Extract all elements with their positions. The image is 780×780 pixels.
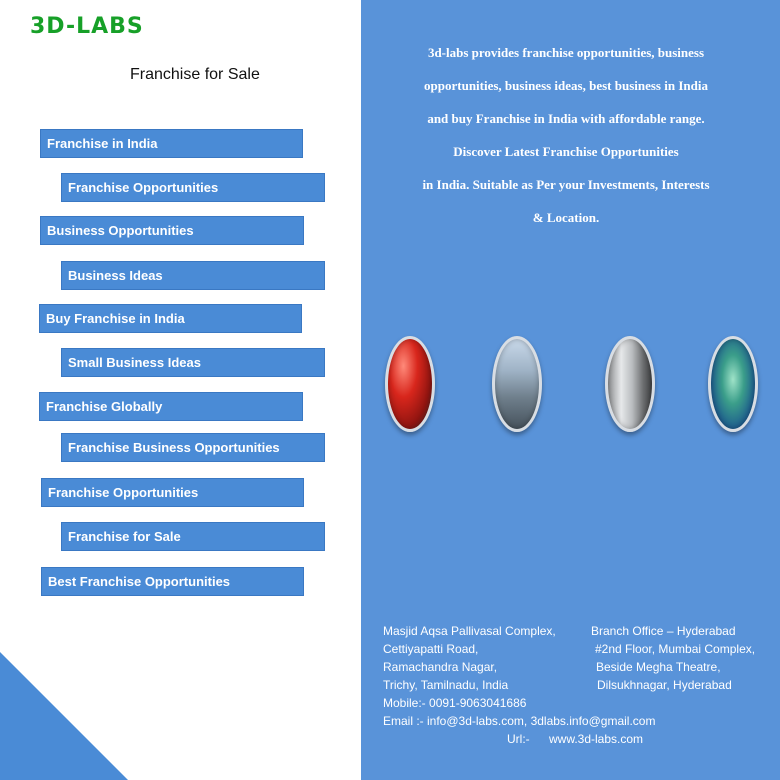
nav-item-franchise-in-india[interactable]: Franchise in India <box>40 129 303 158</box>
nav-item-business-opportunities[interactable]: Business Opportunities <box>40 216 304 245</box>
nav-item-franchise-for-sale[interactable]: Franchise for Sale <box>61 522 325 551</box>
branch-office-address: Branch Office – Hyderabad #2nd Floor, Mumbai Complex, Beside Megha Theatre, Dilsukhnagar, Hyderabad <box>591 624 756 692</box>
decorative-triangle <box>0 652 128 780</box>
nav-item-best-franchise-opportunities[interactable]: Best Franchise Opportunities <box>41 567 304 596</box>
green-machinery-image <box>708 336 758 432</box>
email-addresses[interactable]: Email :- info@3d-labs.com, 3dlabs.info@gmail.com <box>383 714 656 728</box>
nav-item-franchise-opportunities[interactable]: Franchise Opportunities <box>61 173 325 202</box>
red-cylinder-tank-image <box>385 336 435 432</box>
nav-item-franchise-opportunities-2[interactable]: Franchise Opportunities <box>41 478 304 507</box>
page-title: Franchise for Sale <box>130 66 260 83</box>
description-line: & Location. <box>532 210 600 225</box>
logo: 3D-LABS <box>30 14 144 39</box>
description-line: in India. Suitable as Per your Investments, Interests <box>422 177 710 192</box>
description-line: opportunities, business ideas, best business in India <box>424 78 708 93</box>
description-line: and buy Franchise in India with affordable range. <box>427 111 705 126</box>
description-line: 3d-labs provides franchise opportunities, business <box>427 45 705 60</box>
nav-item-buy-franchise-in-india[interactable]: Buy Franchise in India <box>39 304 302 333</box>
storage-silo-image <box>605 336 655 432</box>
website-link[interactable]: www.3d-labs.com <box>549 732 644 746</box>
head-office-address: Masjid Aqsa Pallivasal Complex, Cettiyapatti Road, Ramachandra Nagar, Trichy, Tamilnadu, India <box>383 624 556 692</box>
url-label: Url:- <box>507 732 530 746</box>
info-panel <box>361 0 780 780</box>
nav-item-small-business-ideas[interactable]: Small Business Ideas <box>61 348 325 377</box>
nav-item-franchise-globally[interactable]: Franchise Globally <box>39 392 303 421</box>
industrial-plant-image <box>492 336 542 432</box>
nav-item-franchise-business-opportunities[interactable]: Franchise Business Opportunities <box>61 433 325 462</box>
description-line: Discover Latest Franchise Opportunities <box>453 144 679 159</box>
description <box>361 36 771 234</box>
mobile-number: Mobile:- 0091-9063041686 <box>383 696 527 710</box>
nav-item-business-ideas[interactable]: Business Ideas <box>61 261 325 290</box>
